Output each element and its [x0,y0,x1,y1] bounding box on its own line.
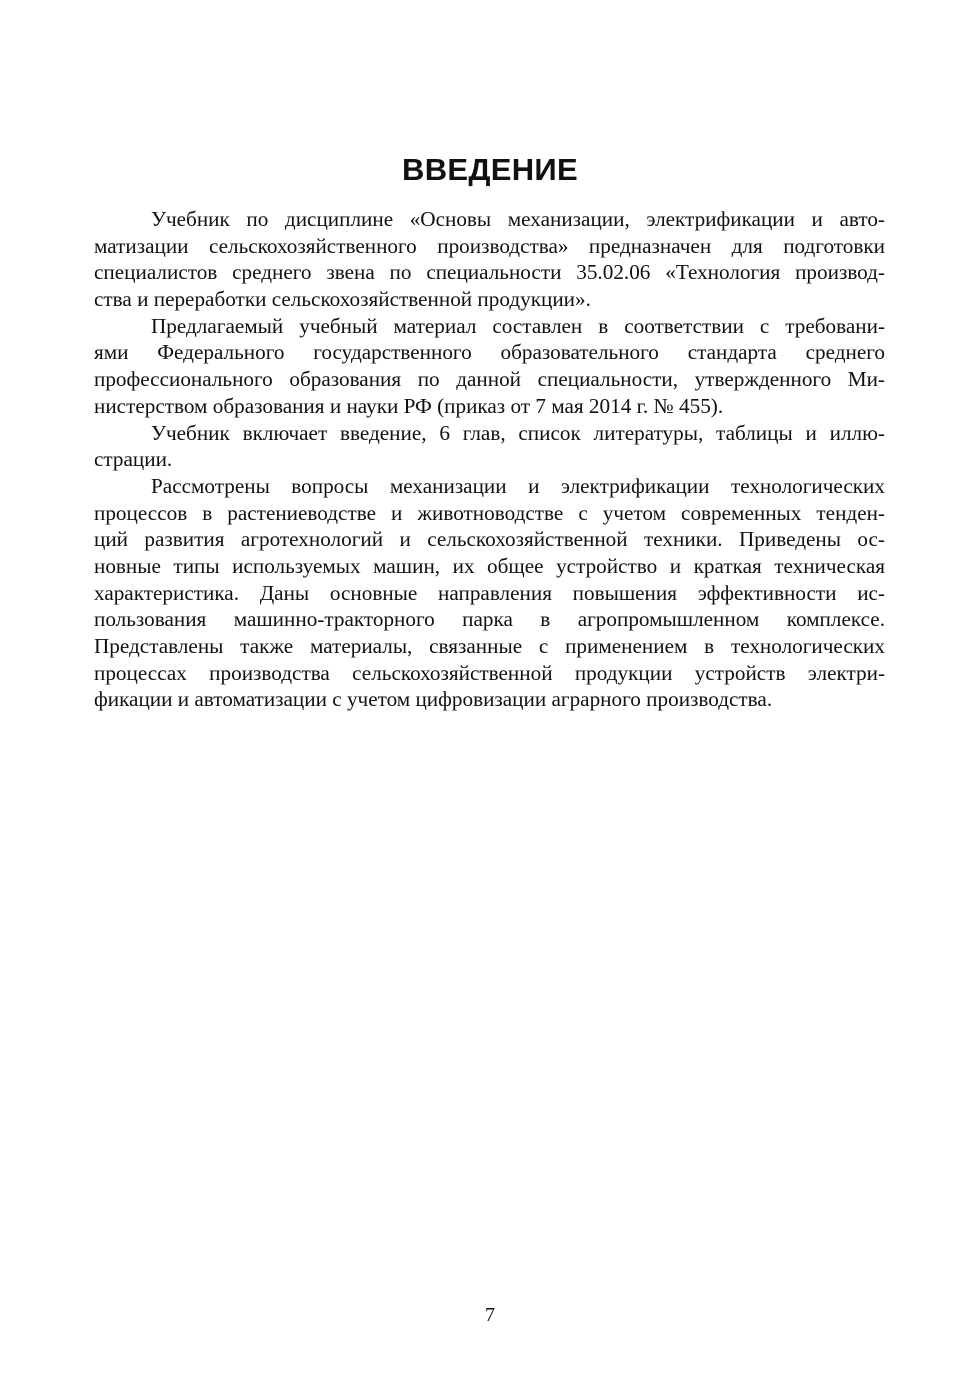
paragraph-4-line-4: новные типы используемых машин, их общее устройство и краткая техническая [94,553,885,578]
paragraph-4-line-7: Представлены также материалы, связанные с применением в технологических [94,634,885,658]
paragraph-3-line-1: Учебник включает введение, 6 глав, список литературы, таблицы и иллю- [151,420,885,445]
paragraph-1-line-1: Учебник по дисциплине «Основы механизации, электрификации и авто- [151,207,885,231]
paragraph-1-line-2: матизации сельскохозяйственного производства» предназначен для подготовки [94,233,885,258]
paragraph-2-line-2: ями Федерального государственного образовательного стандарта среднего [94,340,885,365]
paragraph-1-line-3: специалистов среднего звена по специальности 35.02.06 «Технология производ- [94,260,885,285]
paragraph-2-line-3: профессионального образования по данной специальности, утвержденного Ми- [94,367,885,392]
paragraph-4-line-2: процессов в растениеводстве и животноводстве с учетом современных тенден- [94,500,885,525]
section-title: ВВЕДЕНИЕ [402,152,578,187]
paragraph-2-line-1: Предлагаемый учебный материал составлен в соответствии с требовани- [151,313,885,338]
paragraph-4-line-5: характеристика. Даны основные направления повышения эффективности ис- [94,580,885,605]
body-text [94,206,885,713]
paragraph-4-line-1: Рассмотрены вопросы механизации и электрификации технологических [151,473,885,498]
paragraph-1-line-4: ства и переработки сельскохозяйственной продукции». [94,287,591,312]
page-number: 7 [485,1304,495,1326]
paragraph-4-line-6: пользования машинно-тракторного парка в агропромышленном комплексе. [94,607,885,632]
paragraph-4-line-9: фикации и автоматизации с учетом цифровизации аграрного производства. [94,687,773,712]
paragraph-4-line-3: ций развития агротехнологий и сельскохозяйственной техники. Приведены ос- [94,527,885,552]
paragraph-2-line-4: нистерством образования и науки РФ (приказ от 7 мая 2014 г. № 455). [94,393,724,418]
paragraph-4-line-8: процессах производства сельскохозяйственной продукции устройств электри- [94,660,885,685]
paragraph-3-line-2: страции. [94,447,173,472]
